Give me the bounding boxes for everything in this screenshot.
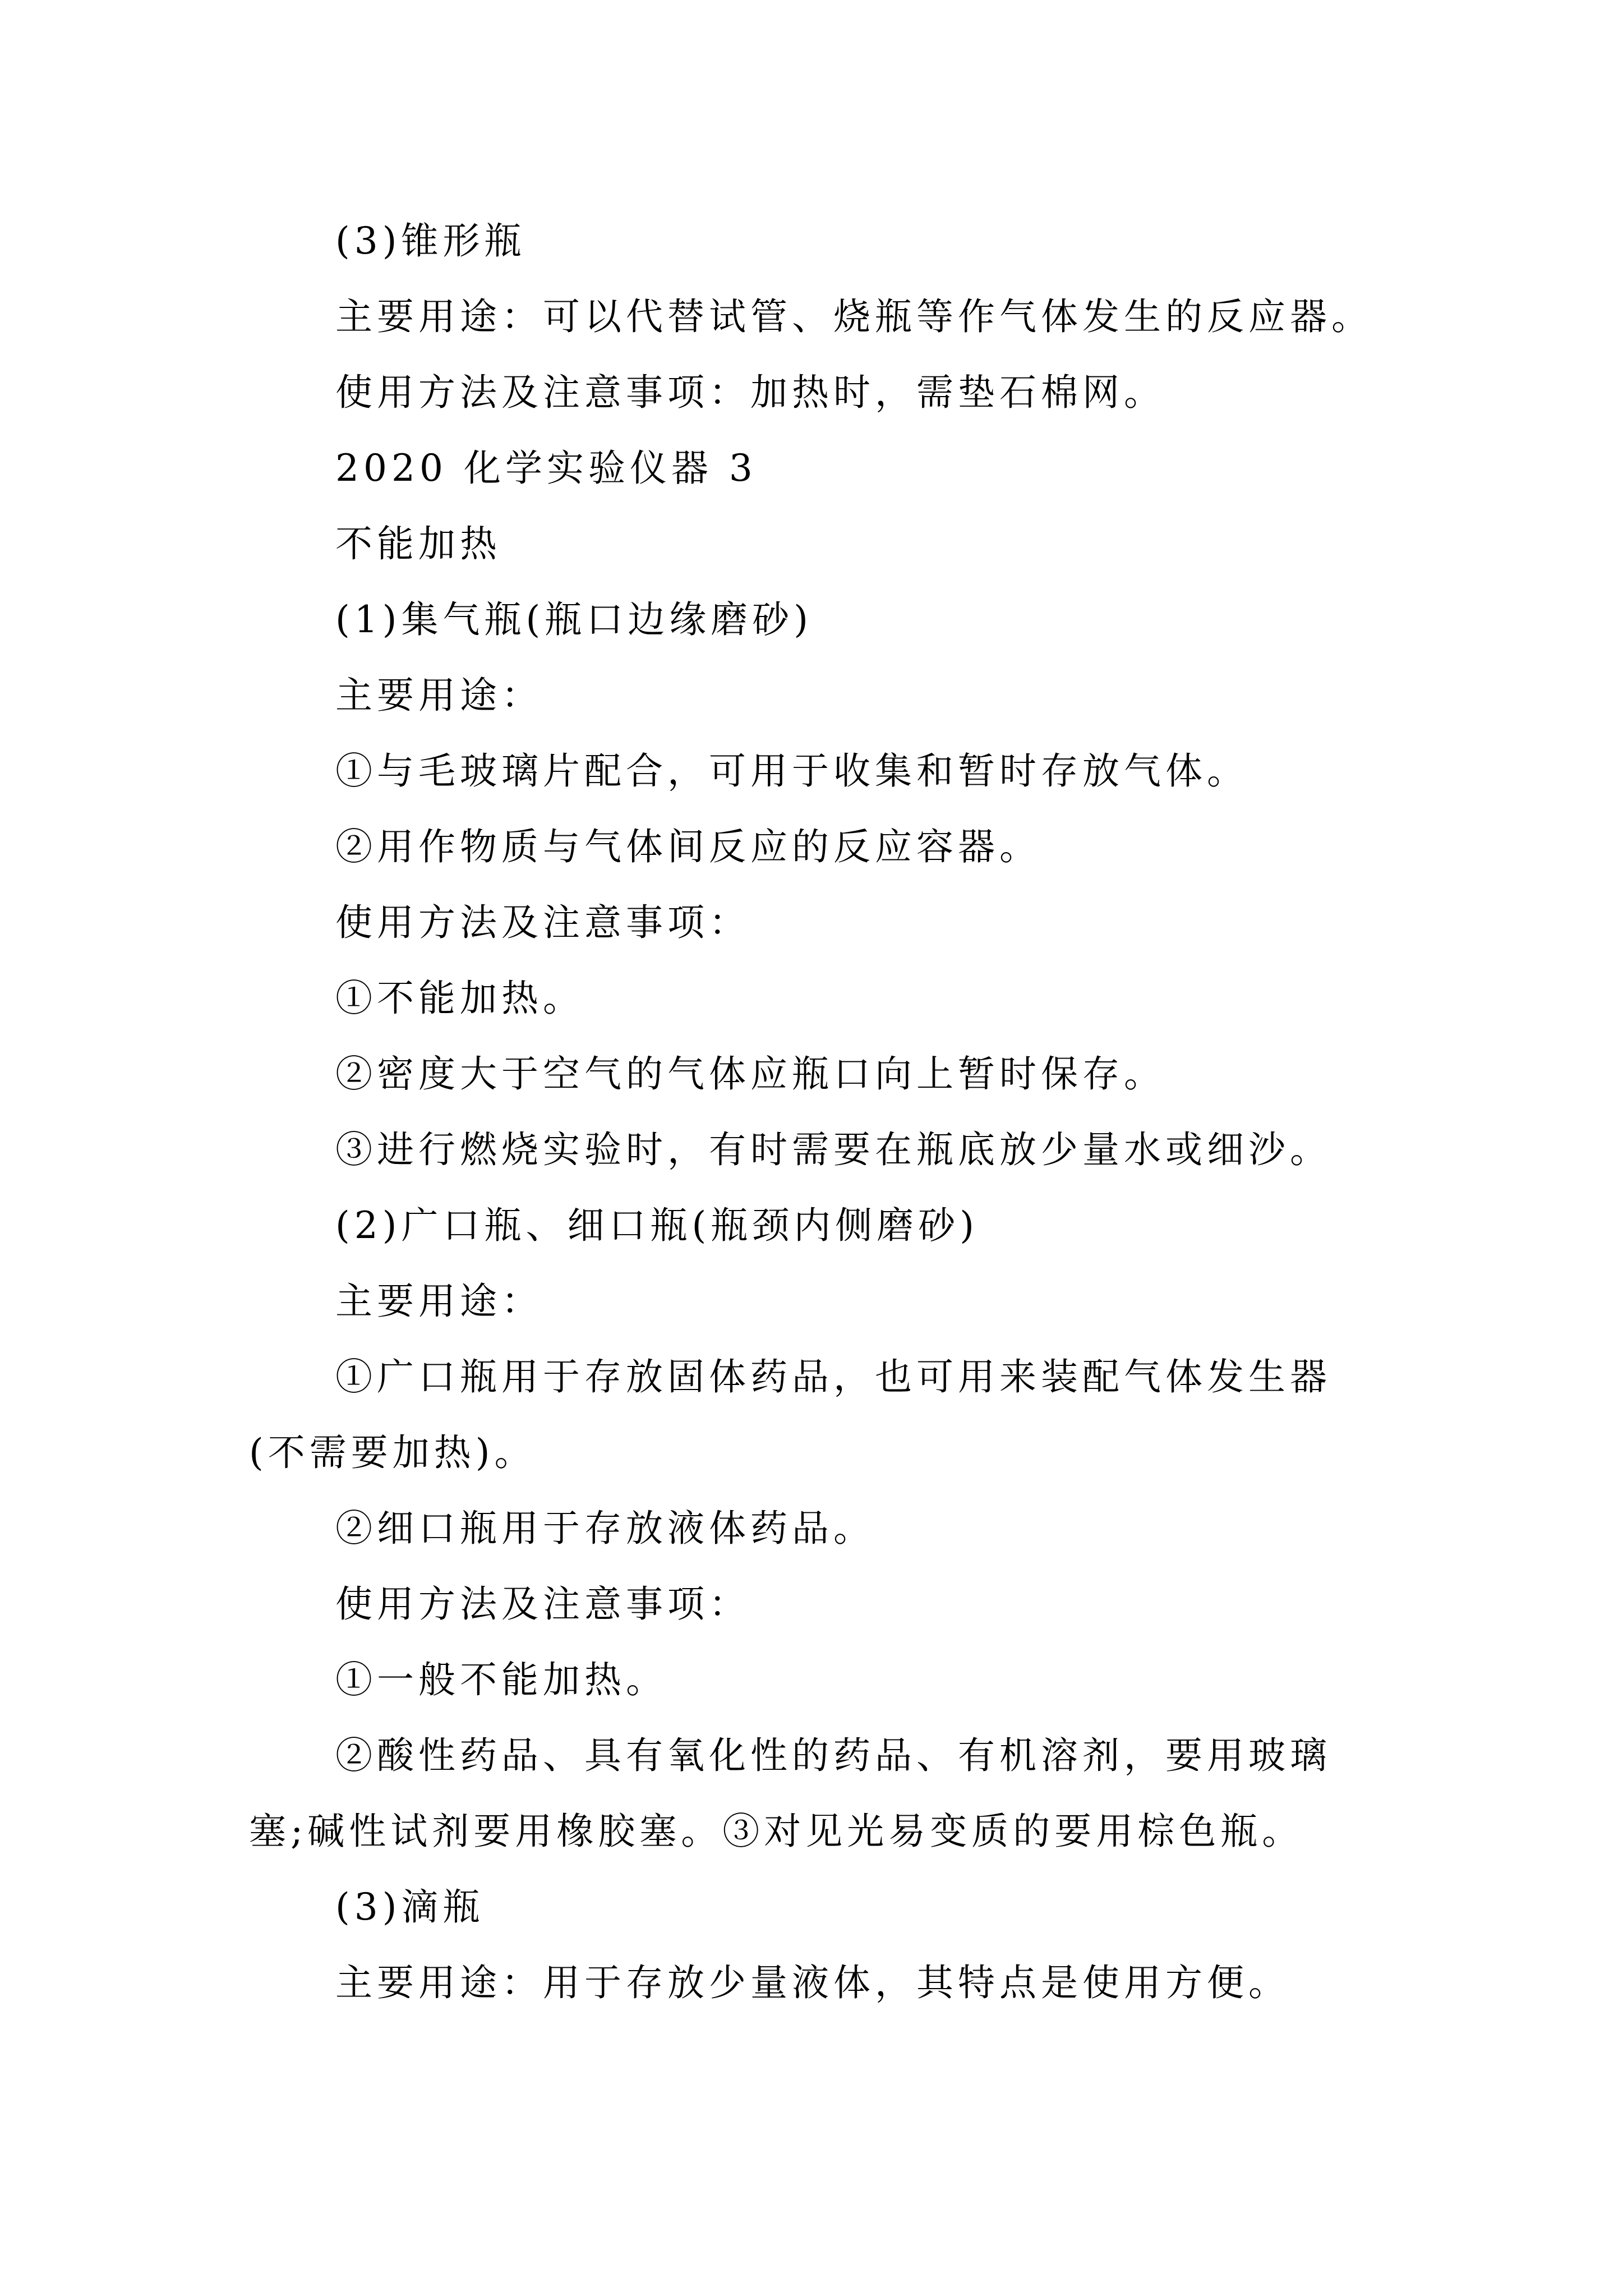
usage-notes-label: 使用方法及注意事项：: [335, 1582, 750, 1626]
section-title: 2020 化学实验仪器 3: [335, 447, 757, 490]
list-item: ①一般不能加热。: [335, 1658, 667, 1701]
list-item: ②酸性药品、具有氧化性的药品、有机溶剂，要用玻璃: [335, 1734, 1331, 1777]
heading-conical-flask: (3)锥形瓶: [335, 219, 526, 263]
list-item: ①广口瓶用于存放固体药品，也可用来装配气体发生器: [335, 1355, 1331, 1398]
list-item: ①与毛玻璃片配合，可用于收集和暂时存放气体。: [335, 749, 1248, 793]
main-use-label: 主要用途：: [335, 1280, 543, 1323]
list-item: ②细口瓶用于存放液体药品。: [335, 1507, 875, 1550]
list-item: ②密度大于空气的气体应瓶口向上暂时保存。: [335, 1052, 1165, 1096]
main-use-label: 主要用途：: [335, 674, 543, 717]
category-heading: 不能加热: [335, 522, 501, 565]
list-item: ③进行燃烧实验时，有时需要在瓶底放少量水或细沙。: [335, 1128, 1331, 1171]
main-use-text: 主要用途：用于存放少量液体，其特点是使用方便。: [335, 1961, 1290, 2004]
usage-notes-label: 使用方法及注意事项：: [335, 901, 750, 944]
list-item: ①不能加热。: [335, 977, 584, 1020]
heading-dropper-bottle: (3)滴瓶: [335, 1885, 485, 1929]
usage-notes-text: 使用方法及注意事项：加热时，需垫石棉网。: [335, 371, 1165, 414]
list-item-continuation: 塞;碱性试剂要用橡胶塞。③对见光易变质的要用棕色瓶。: [249, 1810, 1304, 1853]
list-item-continuation: (不需要加热)。: [249, 1431, 536, 1474]
list-item: ②用作物质与气体间反应的反应容器。: [335, 825, 1041, 868]
main-use-text: 主要用途：可以代替试管、烧瓶等作气体发生的反应器。: [335, 295, 1373, 338]
heading-gas-collecting-bottle: (1)集气瓶(瓶口边缘磨砂): [335, 598, 813, 641]
heading-reagent-bottles: (2)广口瓶、细口瓶(瓶颈内侧磨砂): [335, 1204, 979, 1247]
